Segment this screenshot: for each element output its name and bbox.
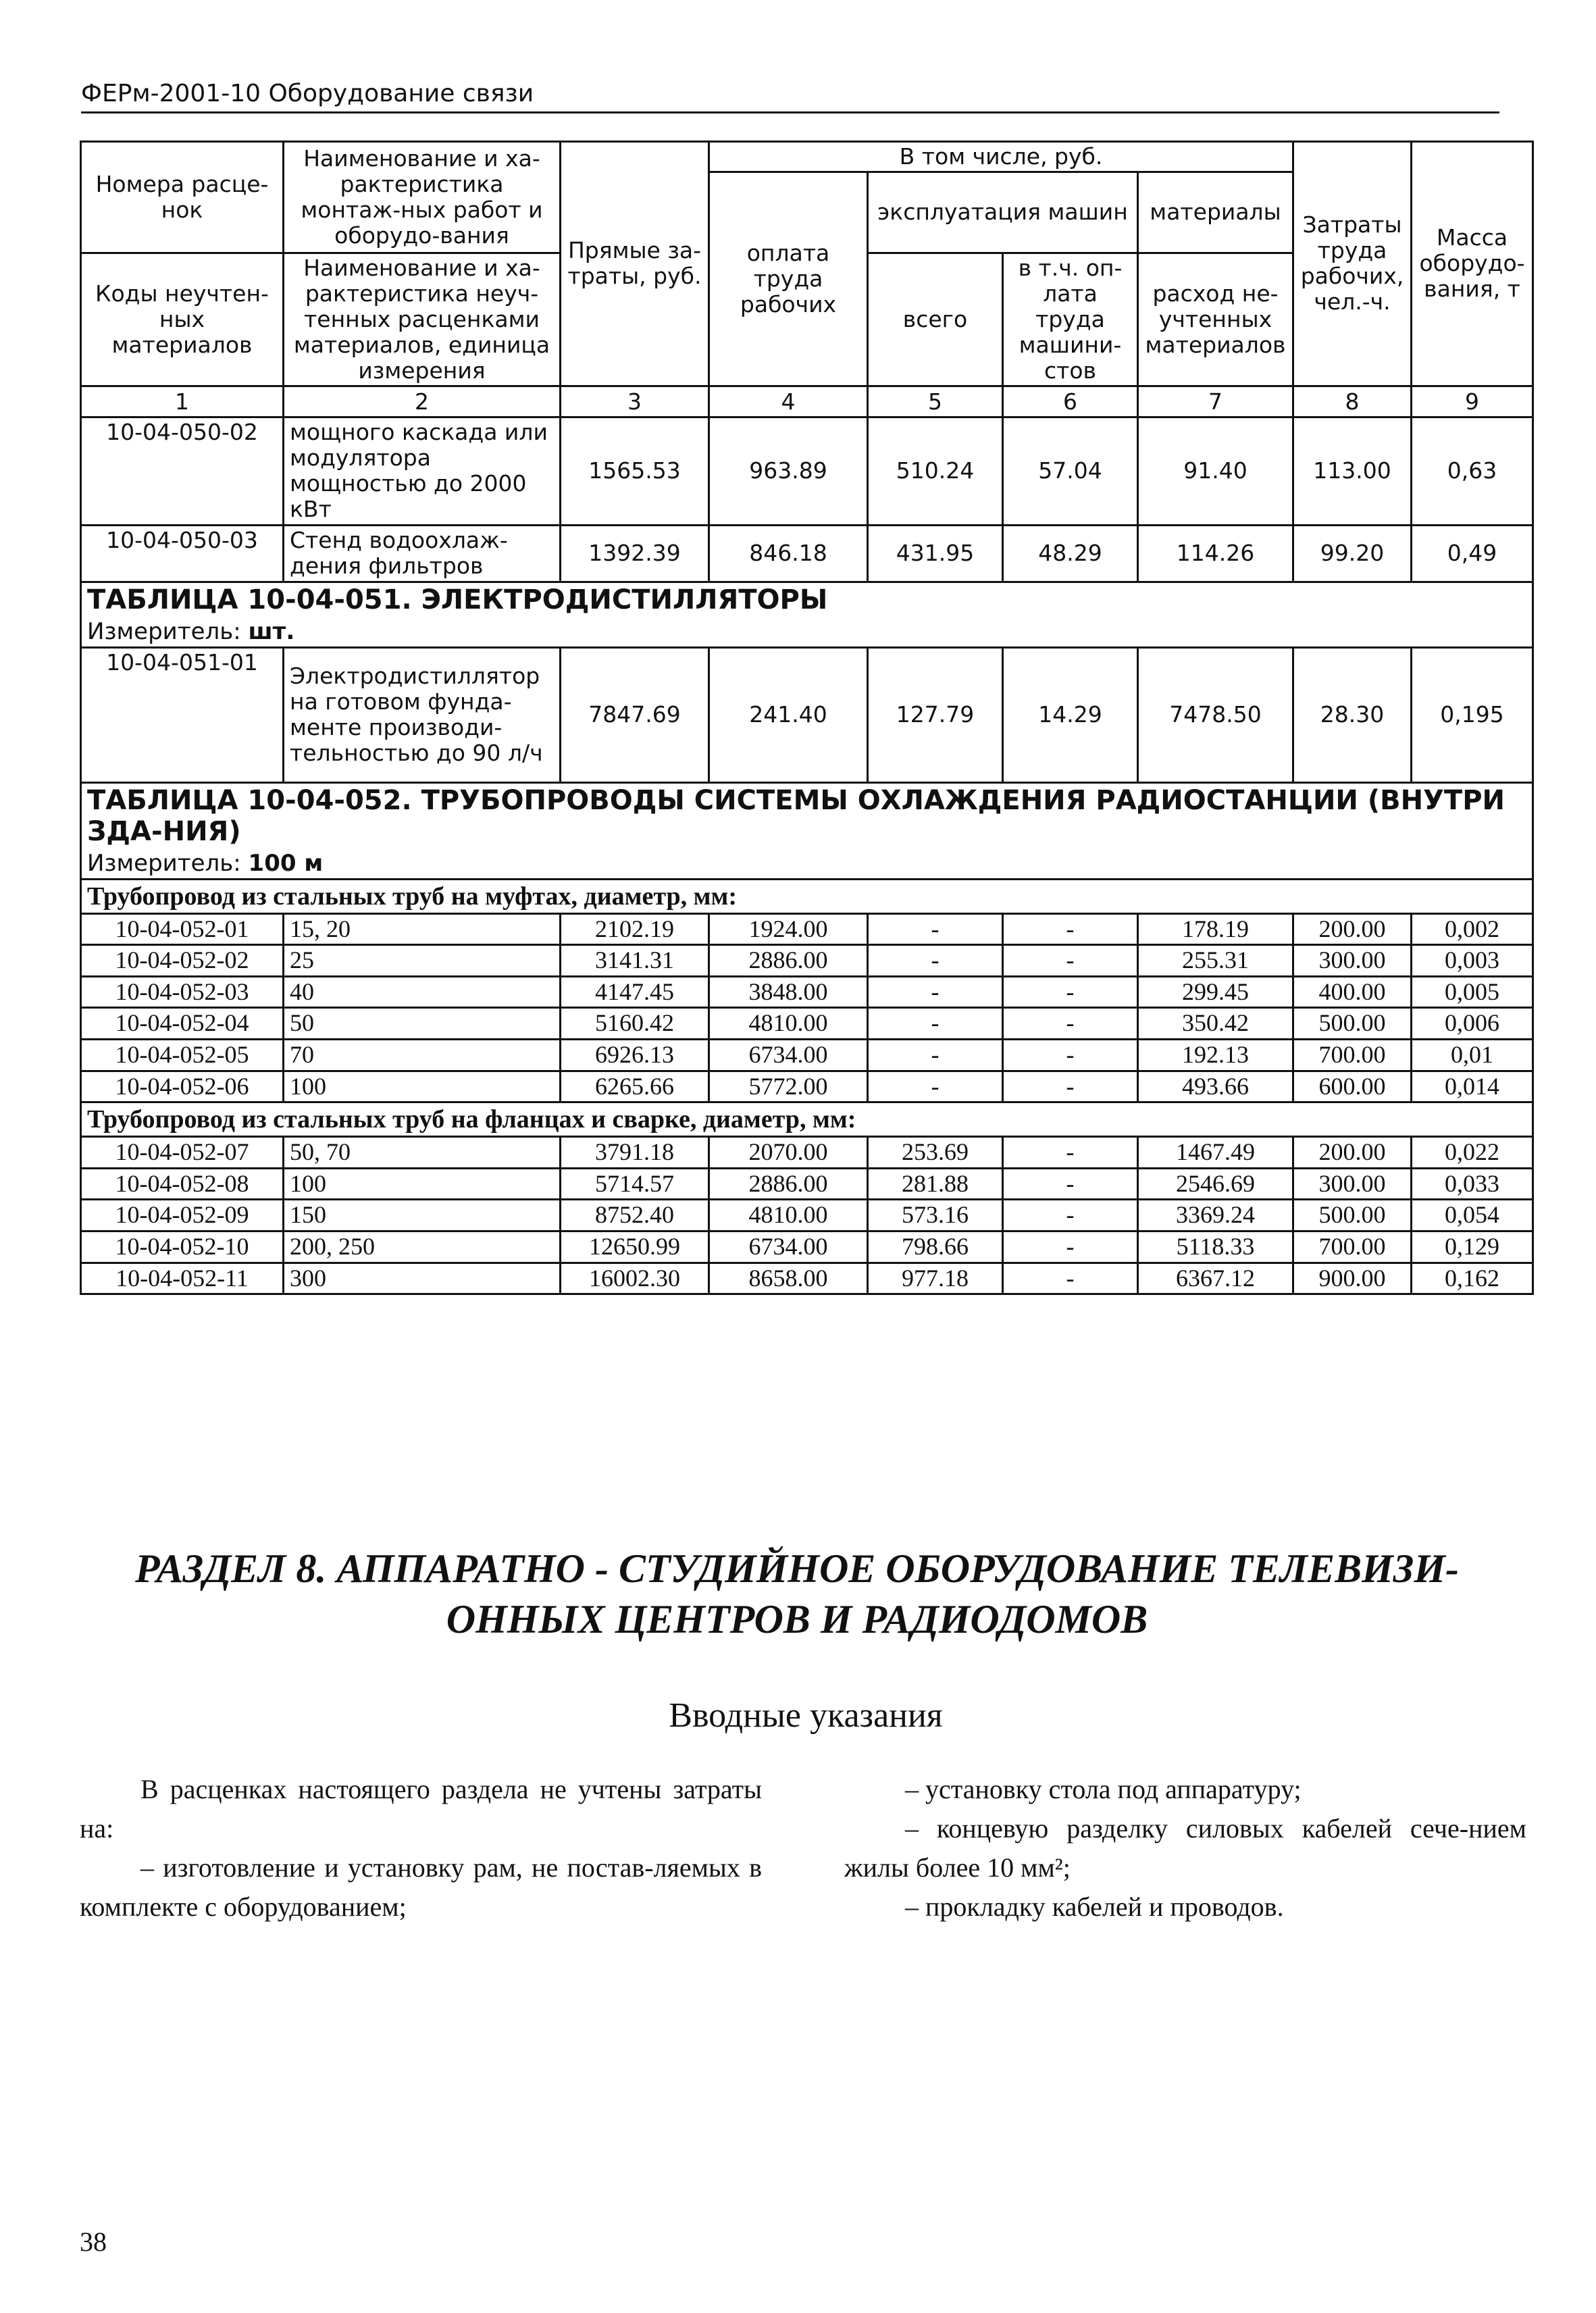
table-row <box>81 913 1533 945</box>
table-row <box>81 1263 1533 1294</box>
rate-code: 10-04-051-01 <box>81 647 284 782</box>
cell-value: 16002.30 <box>561 1263 709 1294</box>
cell-value: 99.20 <box>1293 525 1412 582</box>
cell-value: - <box>868 1040 1003 1071</box>
rate-code: 10-04-052-02 <box>81 945 284 977</box>
page-number: 38 <box>80 2227 107 2257</box>
cell-value: 500.00 <box>1293 1200 1412 1231</box>
cell-value: 0,162 <box>1412 1263 1533 1294</box>
head-material-name: Наименование и ха-рактеристика неуч-тенных расценками материалов, единица измерения <box>284 253 561 386</box>
col-number: 7 <box>1138 386 1293 417</box>
section-title: РАЗДЕЛ 8. АППАРАТНО - СТУДИЙНОЕ ОБОРУДОВАНИЕ ТЕЛЕВИЗИ-ОННЫХ ЦЕНТРОВ И РАДИОДОМОВ <box>135 1546 1459 1642</box>
head-wages: оплата труда рабочих <box>709 172 868 386</box>
cell-value: 0,195 <box>1412 647 1533 782</box>
cell-value: 255.31 <box>1138 945 1293 977</box>
subsection-flange: Трубопровод из стальных труб на фланцах и сварке, диаметр, мм: <box>81 1102 1533 1137</box>
cell-value: 241.40 <box>709 647 868 782</box>
cell-value: 7847.69 <box>561 647 709 782</box>
pipe-diameter: 100 <box>284 1168 561 1200</box>
cell-value: 281.88 <box>868 1168 1003 1200</box>
cell-value: - <box>868 1008 1003 1040</box>
cell-value: 0,49 <box>1412 525 1533 582</box>
subsection-coupling: Трубопровод из стальных труб на муфтах, диаметр, мм: <box>81 879 1533 913</box>
intro-paragraph: В расценках настоящего раздела не учтены затраты на: <box>80 1774 762 1844</box>
cell-value: - <box>1003 1200 1138 1231</box>
head-labour-hours: Затраты труда рабочих, чел.-ч. <box>1293 142 1412 386</box>
cell-value: 0,005 <box>1412 976 1533 1008</box>
pipe-diameter: 100 <box>284 1071 561 1102</box>
cell-value: 963.89 <box>709 417 868 525</box>
intro-left-column <box>80 1770 762 1927</box>
cell-value: 3369.24 <box>1138 1200 1293 1231</box>
table-row <box>81 1071 1533 1102</box>
cell-value: 253.69 <box>868 1137 1003 1169</box>
cell-value: 3791.18 <box>561 1137 709 1169</box>
rate-code: 10-04-052-09 <box>81 1200 284 1231</box>
cell-value: 299.45 <box>1138 976 1293 1008</box>
pipe-diameter: 50, 70 <box>284 1137 561 1169</box>
cell-value: 5160.42 <box>561 1008 709 1040</box>
head-materials: материалы <box>1138 172 1293 253</box>
cell-value: 4147.45 <box>561 976 709 1008</box>
intro-title: Вводные указания <box>669 1696 943 1735</box>
table-row <box>81 647 1533 782</box>
cell-value: 0,014 <box>1412 1071 1533 1102</box>
cell-value: 8658.00 <box>709 1263 868 1294</box>
cell-value: 28.30 <box>1293 647 1412 782</box>
col-number: 5 <box>868 386 1003 417</box>
table-052-title: ТАБЛИЦА 10-04-052. ТРУБОПРОВОДЫ СИСТЕМЫ ОХЛАЖДЕНИЯ РАДИОСТАНЦИИ (ВНУТРИ ЗДА-НИЯ) <box>81 782 1533 848</box>
cell-value: 400.00 <box>1293 976 1412 1008</box>
cell-value: 700.00 <box>1293 1040 1412 1071</box>
cell-value: 48.29 <box>1003 525 1138 582</box>
table-051-unit <box>81 617 1533 648</box>
cell-value: - <box>1003 1168 1138 1200</box>
col-number: 3 <box>561 386 709 417</box>
pipe-diameter: 300 <box>284 1263 561 1294</box>
col-number: 1 <box>81 386 284 417</box>
cell-value: - <box>1003 1071 1138 1102</box>
cell-value: 0,033 <box>1412 1168 1533 1200</box>
rate-code: 10-04-052-08 <box>81 1168 284 1200</box>
cell-value: 113.00 <box>1293 417 1412 525</box>
cell-value: - <box>1003 1263 1138 1294</box>
col-number: 4 <box>709 386 868 417</box>
col-number: 2 <box>284 386 561 417</box>
rate-code: 10-04-052-05 <box>81 1040 284 1071</box>
cell-value: 0,01 <box>1412 1040 1533 1071</box>
cell-value: 178.19 <box>1138 913 1293 945</box>
running-header: ФЕРм-2001-10 Оборудование связи <box>81 80 1499 113</box>
cell-value: 977.18 <box>868 1263 1003 1294</box>
table-row <box>81 525 1533 582</box>
table-row <box>81 945 1533 977</box>
pipe-diameter: 25 <box>284 945 561 977</box>
rate-name: Электродистиллятор на готовом фунда-менте производи-тельностью до 90 л/ч <box>284 647 561 782</box>
cell-value: - <box>868 913 1003 945</box>
head-machinist-wages: в т.ч. оп-лата труда машини-стов <box>1003 253 1138 386</box>
unit-value: шт. <box>248 617 295 645</box>
cell-value: - <box>1003 1137 1138 1169</box>
cell-value: 700.00 <box>1293 1231 1412 1263</box>
cell-value: 4810.00 <box>709 1200 868 1231</box>
cell-value: 8752.40 <box>561 1200 709 1231</box>
cell-value: 91.40 <box>1138 417 1293 525</box>
cell-value: 500.00 <box>1293 1008 1412 1040</box>
head-including: В том числе, руб. <box>709 142 1293 172</box>
pipe-diameter: 70 <box>284 1040 561 1071</box>
intro-paragraph: – прокладку кабелей и проводов. <box>905 1891 1284 1922</box>
intro-paragraph: – изготовление и установку рам, не постав-ляемых в комплекте с оборудованием; <box>80 1852 762 1922</box>
cell-value: 12650.99 <box>561 1231 709 1263</box>
cell-value: 14.29 <box>1003 647 1138 782</box>
cell-value: 5118.33 <box>1138 1231 1293 1263</box>
cell-value: 6734.00 <box>709 1040 868 1071</box>
table-row <box>81 1231 1533 1263</box>
pipe-diameter: 50 <box>284 1008 561 1040</box>
table-row <box>81 1008 1533 1040</box>
cell-value: 6926.13 <box>561 1040 709 1071</box>
cell-value: 3848.00 <box>709 976 868 1008</box>
cell-value: 300.00 <box>1293 1168 1412 1200</box>
cell-value: 200.00 <box>1293 1137 1412 1169</box>
intro-paragraph: – концевую разделку силовых кабелей сече-нием жилы более 10 мм²; <box>844 1813 1526 1883</box>
cell-value: 0,022 <box>1412 1137 1533 1169</box>
table-row <box>81 417 1533 525</box>
cell-value: 510.24 <box>868 417 1003 525</box>
cell-value: 5772.00 <box>709 1071 868 1102</box>
rate-code: 10-04-052-11 <box>81 1263 284 1294</box>
cell-value: 350.42 <box>1138 1008 1293 1040</box>
cell-value: 1467.49 <box>1138 1137 1293 1169</box>
rate-name: Стенд водоохлаж-дения фильтров <box>284 525 561 582</box>
cell-value: - <box>1003 945 1138 977</box>
cell-value: 7478.50 <box>1138 647 1293 782</box>
cell-value: 114.26 <box>1138 525 1293 582</box>
head-rate-number: Номера расце-нок <box>81 142 284 253</box>
cell-value: 573.16 <box>868 1200 1003 1231</box>
pipe-diameter: 150 <box>284 1200 561 1231</box>
cell-value: 127.79 <box>868 647 1003 782</box>
table-052-unit <box>81 848 1533 880</box>
pipe-diameter: 15, 20 <box>284 913 561 945</box>
col-number: 6 <box>1003 386 1138 417</box>
cell-value: - <box>868 945 1003 977</box>
rate-code: 10-04-050-03 <box>81 525 284 582</box>
cell-value: 0,002 <box>1412 913 1533 945</box>
cell-value: 2886.00 <box>709 945 868 977</box>
pipe-diameter: 40 <box>284 976 561 1008</box>
table-row <box>81 976 1533 1008</box>
cell-value: 2070.00 <box>709 1137 868 1169</box>
head-machines: эксплуатация машин <box>868 172 1138 253</box>
unit-label: Измеритель: <box>87 849 241 877</box>
head-material-codes: Коды неучтен-ных материалов <box>81 253 284 386</box>
cell-value: 798.66 <box>868 1231 1003 1263</box>
rate-code: 10-04-050-02 <box>81 417 284 525</box>
rate-code: 10-04-052-06 <box>81 1071 284 1102</box>
cell-value: 846.18 <box>709 525 868 582</box>
cell-value: - <box>1003 1231 1138 1263</box>
rate-code: 10-04-052-01 <box>81 913 284 945</box>
table-051-title: ТАБЛИЦА 10-04-051. ЭЛЕКТРОДИСТИЛЛЯТОРЫ <box>81 582 1533 617</box>
intro-paragraph: – установку стола под аппаратуру; <box>905 1774 1302 1804</box>
unit-label: Измеритель: <box>87 617 241 645</box>
cell-value: 431.95 <box>868 525 1003 582</box>
head-unaccounted-materials: расход не-учтенных материалов <box>1138 253 1293 386</box>
table-row <box>81 1137 1533 1169</box>
rate-code: 10-04-052-03 <box>81 976 284 1008</box>
cell-value: 2102.19 <box>561 913 709 945</box>
head-equipment-mass: Масса оборудо-вания, т <box>1412 142 1533 386</box>
cell-value: 57.04 <box>1003 417 1138 525</box>
cell-value: 6367.12 <box>1138 1263 1293 1294</box>
cell-value: 1565.53 <box>561 417 709 525</box>
cell-value: - <box>1003 976 1138 1008</box>
cell-value: 0,003 <box>1412 945 1533 977</box>
cell-value: 493.66 <box>1138 1071 1293 1102</box>
cell-value: 3141.31 <box>561 945 709 977</box>
col-number: 9 <box>1412 386 1533 417</box>
unit-value: 100 м <box>248 849 324 877</box>
head-machines-total: всего <box>868 253 1003 386</box>
cell-value: - <box>868 976 1003 1008</box>
cell-value: 2886.00 <box>709 1168 868 1200</box>
cell-value: 5714.57 <box>561 1168 709 1200</box>
rate-code: 10-04-052-10 <box>81 1231 284 1263</box>
head-direct-costs: Прямые за-траты, руб. <box>561 142 709 386</box>
table-row <box>81 1200 1533 1231</box>
table-row <box>81 1040 1533 1071</box>
cell-value: 192.13 <box>1138 1040 1293 1071</box>
cell-value: - <box>868 1071 1003 1102</box>
cell-value: 1392.39 <box>561 525 709 582</box>
cell-value: 1924.00 <box>709 913 868 945</box>
rate-name: мощного каскада или модулятора мощностью до 2000 кВт <box>284 417 561 525</box>
cell-value: 200.00 <box>1293 913 1412 945</box>
pipe-diameter: 200, 250 <box>284 1231 561 1263</box>
cell-value: 300.00 <box>1293 945 1412 977</box>
cell-value: 6265.66 <box>561 1071 709 1102</box>
head-work-name: Наименование и ха-рактеристика монтаж-ных работ и оборудо-вания <box>284 142 561 253</box>
cell-value: 6734.00 <box>709 1231 868 1263</box>
cell-value: - <box>1003 913 1138 945</box>
cell-value: 0,054 <box>1412 1200 1533 1231</box>
cell-value: - <box>1003 1040 1138 1071</box>
cell-value: - <box>1003 1008 1138 1040</box>
col-number: 8 <box>1293 386 1412 417</box>
rate-code: 10-04-052-07 <box>81 1137 284 1169</box>
cell-value: 600.00 <box>1293 1071 1412 1102</box>
cell-value: 2546.69 <box>1138 1168 1293 1200</box>
rates-table <box>80 141 1534 1295</box>
intro-right-column <box>844 1770 1526 1927</box>
rate-code: 10-04-052-04 <box>81 1008 284 1040</box>
cell-value: 4810.00 <box>709 1008 868 1040</box>
table-row <box>81 1168 1533 1200</box>
cell-value: 900.00 <box>1293 1263 1412 1294</box>
cell-value: 0,129 <box>1412 1231 1533 1263</box>
cell-value: 0,63 <box>1412 417 1533 525</box>
cell-value: 0,006 <box>1412 1008 1533 1040</box>
